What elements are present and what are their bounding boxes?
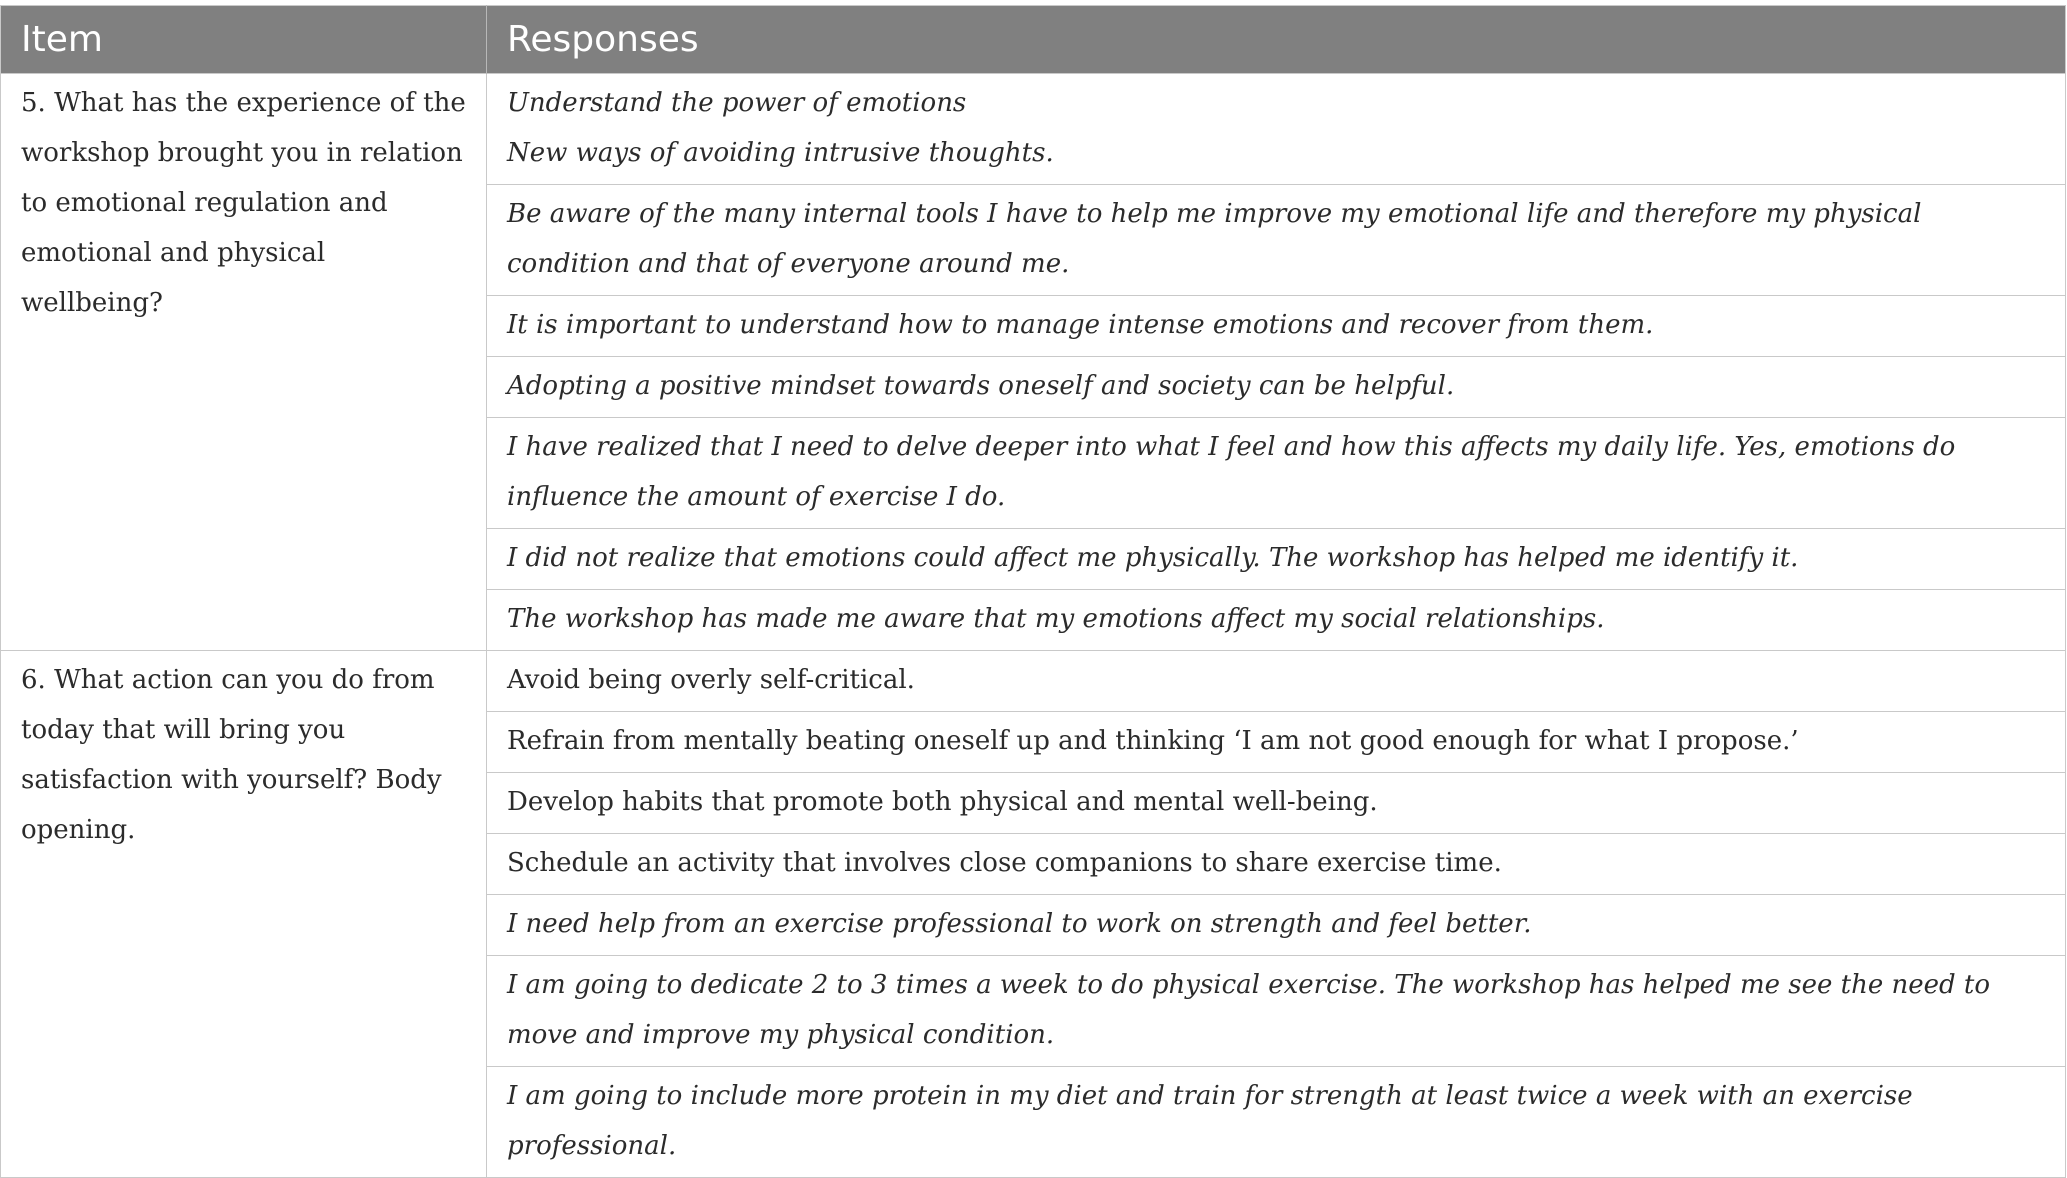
response-cell: Refrain from mentally beating oneself up and thinking ‘I am not good enough for what I propose.’ bbox=[487, 712, 2066, 773]
response-cell bbox=[487, 74, 2066, 185]
response-cell: Schedule an activity that involves close companions to share exercise time. bbox=[487, 834, 2066, 895]
table-row bbox=[1, 651, 2066, 712]
response-cell: I did not realize that emotions could affect me physically. The workshop has helped me identify it. bbox=[487, 529, 2066, 590]
response-cell: Develop habits that promote both physical and mental well-being. bbox=[487, 773, 2066, 834]
header-item: Item bbox=[1, 6, 487, 74]
header-row bbox=[1, 6, 2066, 74]
response-text: New ways of avoiding intrusive thoughts. bbox=[507, 138, 1054, 168]
response-cell: It is important to understand how to manage intense emotions and recover from them. bbox=[487, 296, 2066, 357]
header-responses: Responses bbox=[487, 6, 2066, 74]
responses-table bbox=[0, 5, 2066, 1178]
response-cell: Be aware of the many internal tools I have to help me improve my emotional life and therefore my physical condition and that of everyone around me. bbox=[487, 185, 2066, 296]
table-header bbox=[1, 6, 2066, 74]
response-cell: Adopting a positive mindset towards oneself and society can be helpful. bbox=[487, 357, 2066, 418]
item-question-6: 6. What action can you do from today that will bring you satisfaction with yourself? Body opening. bbox=[1, 651, 487, 1178]
response-cell: I need help from an exercise professional to work on strength and feel better. bbox=[487, 895, 2066, 956]
response-cell: I have realized that I need to delve deeper into what I feel and how this affects my daily life. Yes, emotions do influence the amount of exercise I do. bbox=[487, 418, 2066, 529]
table-body bbox=[1, 74, 2066, 1178]
response-cell: I am going to dedicate 2 to 3 times a week to do physical exercise. The workshop has helped me see the need to move and improve my physical condition. bbox=[487, 956, 2066, 1067]
response-cell: I am going to include more protein in my diet and train for strength at least twice a week with an exercise professional. bbox=[487, 1067, 2066, 1178]
response-text: Understand the power of emotions bbox=[507, 88, 967, 118]
response-cell: The workshop has made me aware that my emotions affect my social relationships. bbox=[487, 590, 2066, 651]
item-question-5: 5. What has the experience of the workshop brought you in relation to emotional regulation and emotional and physical wellbeing? bbox=[1, 74, 487, 651]
response-cell: Avoid being overly self-critical. bbox=[487, 651, 2066, 712]
table-row bbox=[1, 74, 2066, 185]
